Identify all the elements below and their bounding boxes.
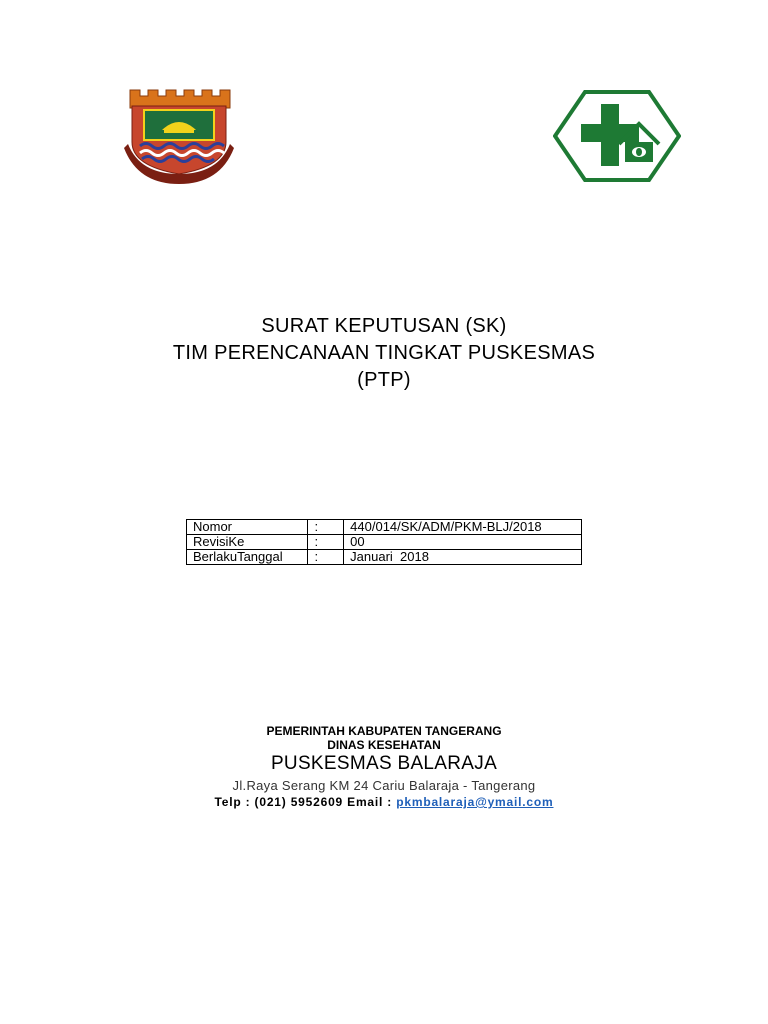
department-name: DINAS KESEHATAN: [327, 738, 441, 752]
title-line-3: (PTP): [357, 369, 411, 391]
email-link[interactable]: pkmbalaraja@ymail.com: [396, 795, 554, 809]
government-name: PEMERINTAH KABUPATEN TANGERANG: [266, 724, 502, 738]
title-line-2: TIM PERENCANAAN TINGKAT PUSKESMAS: [172, 342, 596, 364]
info-value: 440/014/SK/ADM/PKM-BLJ/2018: [344, 520, 582, 535]
puskesmas-name: PUSKESMAS BALARAJA: [270, 753, 498, 774]
puskesmas-logo-icon: [553, 90, 681, 182]
table-row: [187, 550, 582, 565]
info-label: BerlakuTanggal: [187, 550, 308, 565]
regency-emblem-icon: [118, 86, 240, 186]
info-label: Nomor: [187, 520, 308, 535]
info-value: 00: [344, 535, 582, 550]
contact-prefix: Telp : (021) 5952609 Email :: [214, 795, 397, 809]
table-row: [187, 520, 582, 535]
document-info-table: [186, 519, 582, 565]
table-row: [187, 535, 582, 550]
info-label: RevisiKe: [187, 535, 308, 550]
contact-line: [0, 795, 768, 809]
title-line-1: SURAT KEPUTUSAN (SK): [261, 315, 507, 337]
info-separator: :: [308, 520, 344, 535]
institution-footer: [0, 724, 768, 809]
info-value: Januari 2018: [344, 550, 582, 565]
document-title: [0, 313, 768, 394]
address-line: Jl.Raya Serang KM 24 Cariu Balaraja - Tangerang: [232, 778, 536, 793]
info-separator: :: [308, 550, 344, 565]
info-separator: :: [308, 535, 344, 550]
